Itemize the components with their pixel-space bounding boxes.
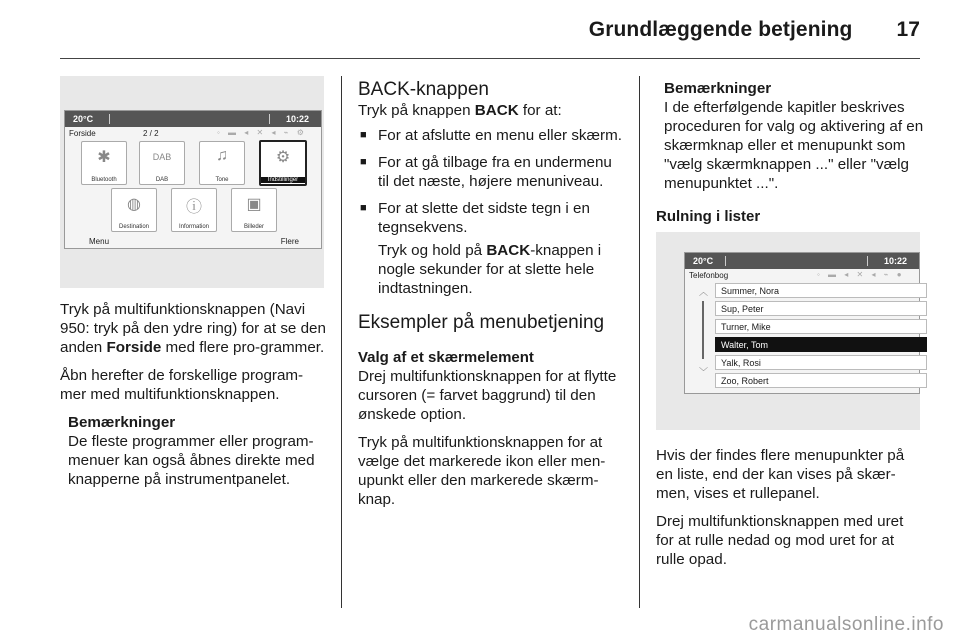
paragraph-press-knob: Tryk på multifunktionsknappen (Navi 950: tryk på den ydre ring) for at se den anden Forside med flere pro-grammer. (60, 301, 326, 356)
column-3-bottom (656, 446, 924, 578)
bullet-delete-char: ■ For at slette det sidste tegn i en tegnsekvens. (358, 199, 626, 237)
more-softkey[interactable]: Flere (280, 237, 299, 246)
phonebook-title: Telefonbog (689, 271, 729, 280)
column-divider-1 (341, 76, 342, 608)
status-icons: ◦ ▬ ◂ ✕ ◂ ⌁ ⚙ (217, 128, 307, 137)
page-header (589, 18, 920, 42)
dab-icon: DAB (152, 152, 172, 162)
tile-destination[interactable]: ◍ Destination (111, 188, 157, 232)
header-title: Grundlæggende betjening (588, 18, 853, 41)
back-hold-text: Tryk og hold på BACK-knappen i nogle sekunder for at slette hele indtastningen. (378, 242, 602, 297)
gear-icon: ⚙ (275, 149, 291, 166)
clock-2: 10:22 (883, 256, 907, 266)
heading-menu-examples: Eksempler på menubetjening (358, 312, 605, 333)
tile-tone[interactable]: ♫ Tone (199, 141, 245, 185)
temperature-2: 20°C (693, 256, 714, 266)
temperature: 20°C (73, 114, 94, 124)
column-1 (60, 300, 328, 489)
subheading-scroll-lists: Rulning i lister (656, 208, 761, 225)
scrollbar[interactable] (702, 301, 704, 359)
tile-pictures[interactable]: ▣ Billeder (231, 188, 277, 232)
phonebook-figure (656, 232, 920, 430)
note-text-2: I de efterfølgende kapitler beskrives proceduren for valg og aktivering af en skærmknap eller et menupunkt som "vælg skærmknappen ..." eller "vælg menupunktet ...". (664, 99, 924, 192)
contact-list-item[interactable]: Sup, Peter (715, 301, 927, 316)
watermark: carmanualsonline.info (748, 614, 944, 635)
globe-icon: ◍ (127, 196, 141, 213)
scroll-down-icon[interactable]: ﹀ (699, 367, 709, 377)
menu-softkey[interactable]: Menu (89, 237, 110, 246)
scroll-up-icon[interactable]: ︿ (699, 287, 709, 297)
heading-back-button: BACK-knappen (358, 79, 489, 100)
clock: 10:22 (285, 114, 309, 124)
contact-list-item[interactable]: Walter, Tom (715, 337, 927, 352)
paragraph-scrollbar: Hvis der findes flere menupunkter på en liste, end der kan vises på skær-men, vises et rullepanel. (656, 447, 905, 502)
paragraph-rotate-knob: Drej multifunktionsknappen med uret for at rulle nedad og mod uret for at rulle opad. (656, 513, 904, 568)
status-bar-2 (685, 253, 919, 269)
status-bar (65, 111, 321, 127)
bluetooth-icon: ✱ (97, 149, 111, 166)
contact-list-item[interactable]: Summer, Nora (715, 283, 927, 298)
column-divider-2 (639, 76, 640, 608)
tile-bluetooth[interactable]: ✱ Bluetooth (81, 141, 127, 185)
paragraph-open-programs: Åbn herefter de forskellige program-mer med multifunktionsknappen. (60, 367, 304, 403)
contact-list-item[interactable]: Turner, Mike (715, 319, 927, 334)
home-screen (64, 110, 322, 249)
note-block-2 (656, 79, 924, 193)
note-title: Bemærkninger (68, 414, 176, 431)
bullet-exit-menu: ■ For at afslutte en menu eller skærm. (358, 126, 626, 145)
note-block (60, 413, 328, 489)
note-text: De fleste programmer eller program-menuer kan også åbnes direkte med knapperne på instrumentpanelet. (68, 433, 315, 488)
page-indicator: 2 / 2 (143, 129, 159, 138)
phonebook-screen (684, 252, 920, 394)
contact-list-item[interactable]: Yalk, Rosi (715, 355, 927, 370)
tile-dab[interactable]: DAB DAB (139, 141, 185, 185)
tile-information[interactable]: ⓘ Information (171, 188, 217, 232)
back-intro: Tryk på knappen BACK for at: (358, 102, 562, 119)
column-2 (358, 79, 626, 518)
page-number: 17 (896, 18, 920, 41)
column-3 (656, 79, 924, 226)
header-rule (60, 58, 920, 59)
bullet-go-back: ■ For at gå tilbage fra en undermenu til det næste, højere menuniveau. (358, 153, 626, 191)
contact-list-item[interactable]: Zoo, Robert (715, 373, 927, 388)
status-icons-2: ◦ ▬ ◂ ✕ ◂ ⌁ ● (817, 270, 905, 279)
info-icon: ⓘ (185, 199, 202, 216)
home-label: Forside (69, 129, 96, 138)
paragraph-turn-knob: Drej multifunktionsknappen for at flytte cursoren (= farvet baggrund) til den ønskede option. (358, 368, 617, 423)
tile-settings[interactable]: ⚙ Indstillinger (259, 140, 307, 186)
home-screen-figure (60, 76, 324, 288)
note-title-2: Bemærkninger (664, 80, 772, 97)
tone-icon: ♫ (216, 147, 228, 164)
paragraph-press-to-select: Tryk på multifunktionsknappen for at vælge det markerede ikon eller men-upunkt eller den markerede skærm-knap. (358, 434, 606, 508)
subheading-select-element: Valg af et skærmelement (358, 349, 534, 366)
picture-icon: ▣ (246, 196, 262, 213)
